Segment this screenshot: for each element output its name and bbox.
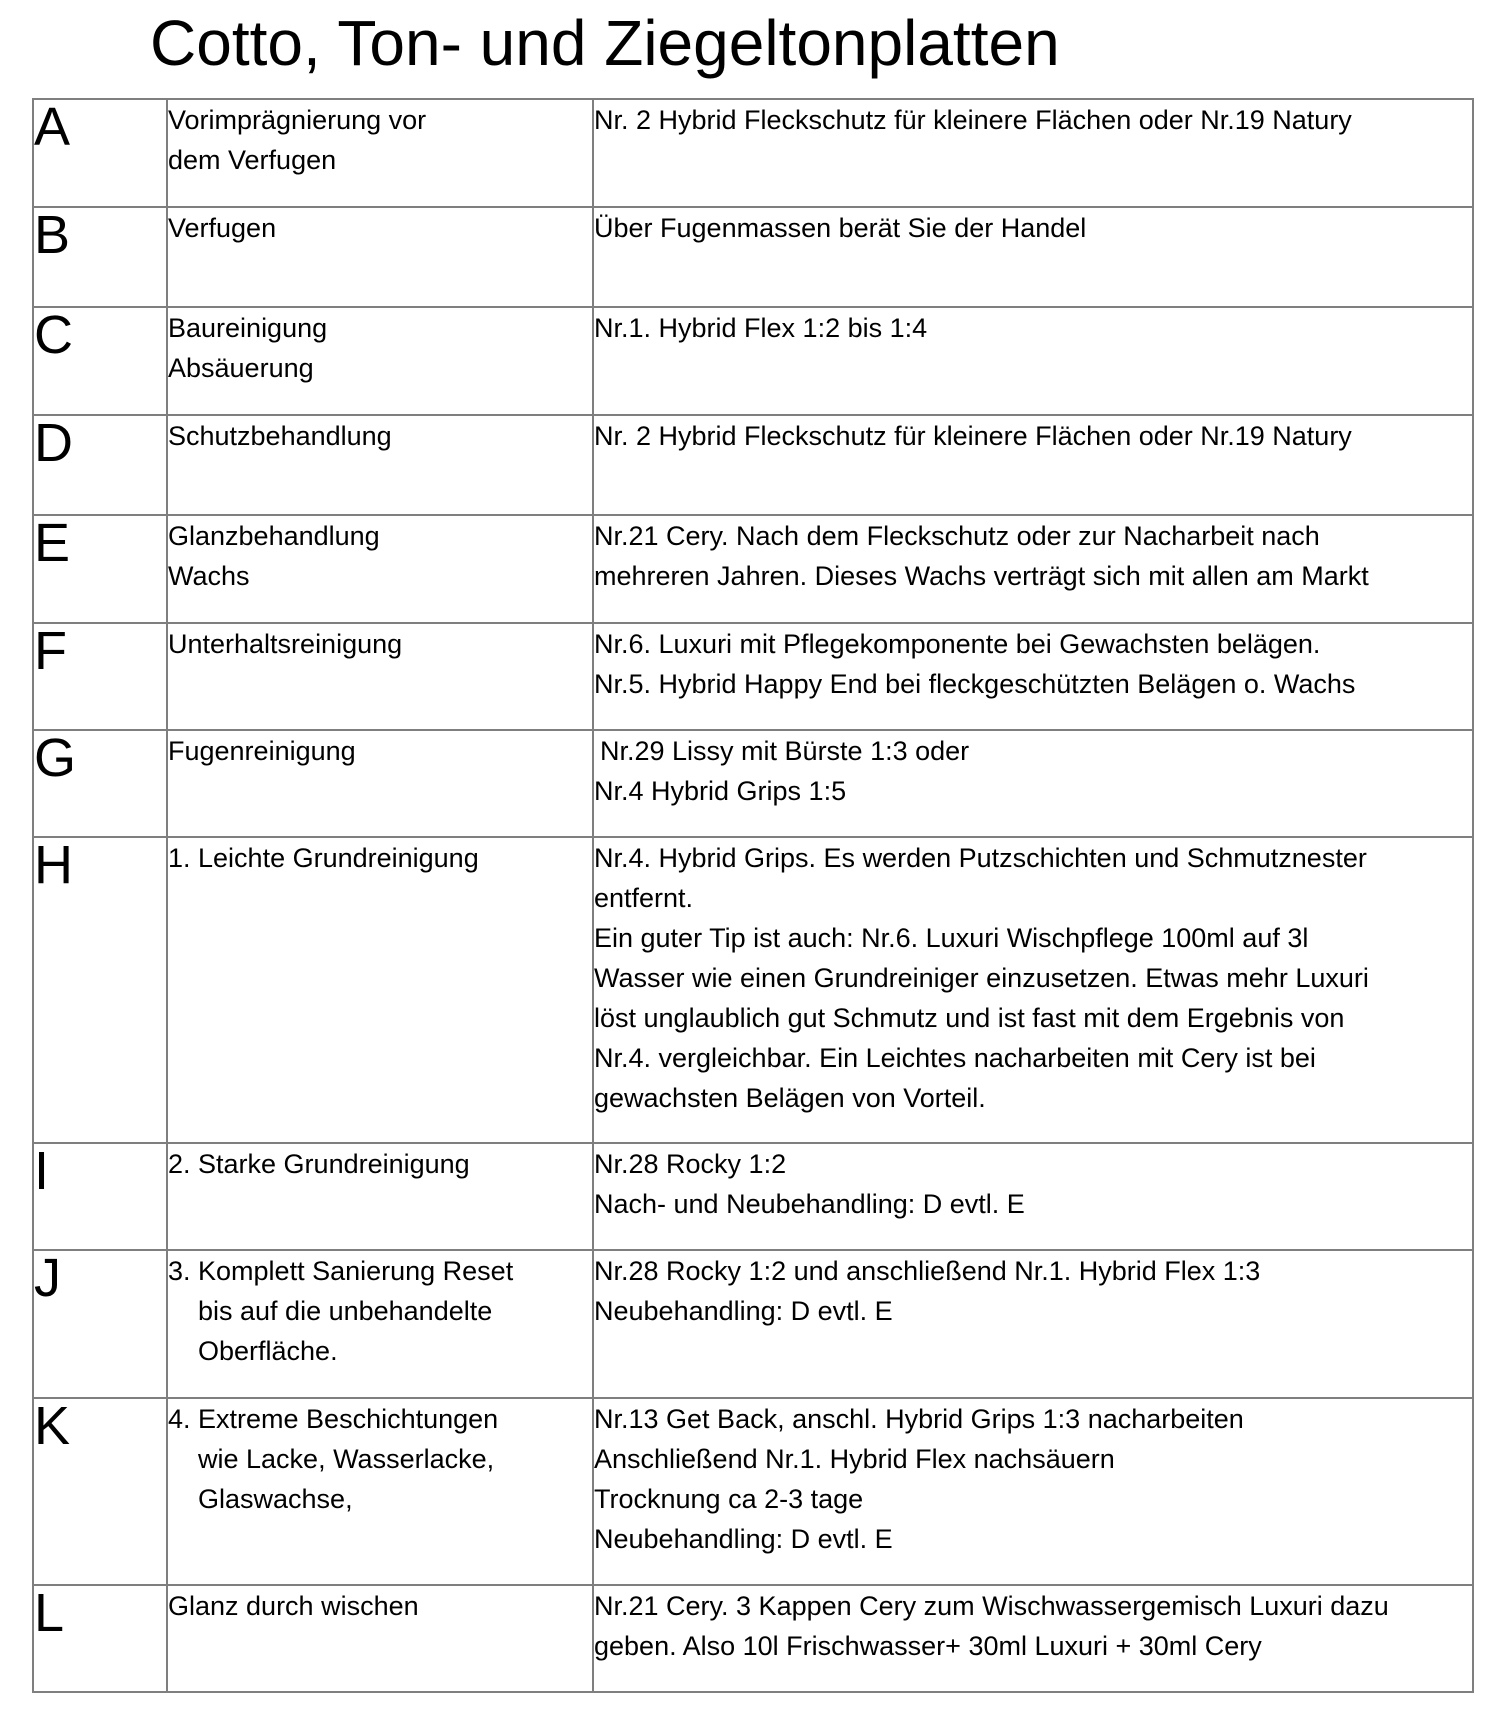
- row-task: [167, 1398, 593, 1585]
- row-product: [593, 1250, 1473, 1398]
- table-row-j: [33, 1250, 1473, 1398]
- task-line: Baureinigung: [168, 313, 328, 343]
- row-product: [593, 1398, 1473, 1585]
- row-task: [167, 515, 593, 623]
- product-line: entfernt.: [594, 883, 694, 913]
- product-line: Nr.29 Lissy mit Bürste 1:3 oder: [600, 736, 970, 766]
- row-task: [167, 415, 593, 515]
- row-task: [167, 1143, 593, 1250]
- task-line: Vorimprägnierung vor: [168, 105, 427, 135]
- row-task: [167, 307, 593, 415]
- product-line: Nr.4 Hybrid Grips 1:5: [594, 776, 847, 806]
- row-letter: B: [33, 207, 167, 307]
- row-task: [167, 207, 593, 307]
- table-row-h: [33, 837, 1473, 1143]
- row-task: [167, 1585, 593, 1692]
- product-line: Nr. 2 Hybrid Fleckschutz für kleinere Flächen oder Nr.19 Natury: [594, 105, 1352, 135]
- row-letter: L: [33, 1585, 167, 1692]
- row-letter: G: [33, 730, 167, 837]
- page-title: Cotto, Ton- und Ziegeltonplatten: [150, 7, 1060, 79]
- table-row-g: [33, 730, 1473, 837]
- row-task: [167, 623, 593, 730]
- product-line: Nr.4. vergleichbar. Ein Leichtes nacharbeiten mit Cery ist bei: [594, 1043, 1316, 1073]
- product-line: Nr. 2 Hybrid Fleckschutz für kleinere Flächen oder Nr.19 Natury: [594, 421, 1352, 451]
- row-task: [167, 99, 593, 207]
- task-line: Verfugen: [168, 213, 277, 243]
- product-line: Nr.5. Hybrid Happy End bei fleckgeschützten Belägen o. Wachs: [594, 669, 1356, 699]
- product-line: Nr.21 Cery. Nach dem Fleckschutz oder zur Nacharbeit nach: [594, 521, 1320, 551]
- product-line: Neubehandling: D evtl. E: [594, 1296, 893, 1326]
- task-line: Wachs: [168, 561, 250, 591]
- table-row-k: [33, 1398, 1473, 1585]
- row-letter: C: [33, 307, 167, 415]
- table-row-b: [33, 207, 1473, 307]
- row-product: [593, 623, 1473, 730]
- row-letter: F: [33, 623, 167, 730]
- table-row-a: [33, 99, 1473, 207]
- table-row-e: [33, 515, 1473, 623]
- task-line: dem Verfugen: [168, 145, 337, 175]
- row-product: [593, 837, 1473, 1143]
- product-line: Trocknung ca 2-3 tage: [594, 1484, 864, 1514]
- task-line: Unterhaltsreinigung: [168, 629, 403, 659]
- task-line: Glaswachse,: [198, 1484, 353, 1514]
- product-line: Nr.28 Rocky 1:2: [594, 1149, 787, 1179]
- row-letter: H: [33, 837, 167, 1143]
- row-product: [593, 415, 1473, 515]
- row-product: [593, 207, 1473, 307]
- product-line: Anschließend Nr.1. Hybrid Flex nachsäuern: [594, 1444, 1115, 1474]
- task-line: 4. Extreme Beschichtungen: [168, 1404, 499, 1434]
- table-row-c: [33, 307, 1473, 415]
- task-line: Glanzbehandlung: [168, 521, 380, 551]
- row-product: [593, 1143, 1473, 1250]
- row-product: [593, 307, 1473, 415]
- task-line: 2. Starke Grundreinigung: [168, 1149, 470, 1179]
- product-line: Nr.13 Get Back, anschl. Hybrid Grips 1:3 nacharbeiten: [594, 1404, 1244, 1434]
- product-line: Nr.4. Hybrid Grips. Es werden Putzschichten und Schmutznester: [594, 843, 1367, 873]
- product-line: Wasser wie einen Grundreiniger einzusetzen. Etwas mehr Luxuri: [594, 963, 1369, 993]
- product-line: geben. Also 10l Frischwasser+ 30ml Luxuri + 30ml Cery: [594, 1631, 1262, 1661]
- product-line: mehreren Jahren. Dieses Wachs verträgt sich mit allen am Markt: [594, 561, 1369, 591]
- product-line: Nr.6. Luxuri mit Pflegekomponente bei Gewachsten belägen.: [594, 629, 1321, 659]
- row-task: [167, 730, 593, 837]
- task-line: 3. Komplett Sanierung Reset: [168, 1256, 514, 1286]
- row-task: [167, 1250, 593, 1398]
- row-letter: D: [33, 415, 167, 515]
- row-letter: E: [33, 515, 167, 623]
- row-letter: A: [33, 99, 167, 207]
- product-line: Nr.1. Hybrid Flex 1:2 bis 1:4: [594, 313, 928, 343]
- table-row-l: [33, 1585, 1473, 1692]
- product-line: löst unglaublich gut Schmutz und ist fast mit dem Ergebnis von: [594, 1003, 1345, 1033]
- row-letter: K: [33, 1398, 167, 1585]
- product-line: Neubehandling: D evtl. E: [594, 1524, 893, 1554]
- table-row-f: [33, 623, 1473, 730]
- row-product: [593, 99, 1473, 207]
- task-line: Fugenreinigung: [168, 736, 356, 766]
- product-line: Nr.28 Rocky 1:2 und anschließend Nr.1. Hybrid Flex 1:3: [594, 1256, 1261, 1286]
- product-line: Nr.21 Cery. 3 Kappen Cery zum Wischwassergemisch Luxuri dazu: [594, 1591, 1389, 1621]
- product-line: Nach- und Neubehandling: D evtl. E: [594, 1189, 1025, 1219]
- product-line: gewachsten Belägen von Vorteil.: [594, 1083, 986, 1113]
- table-row-d: [33, 415, 1473, 515]
- task-line: Oberfläche.: [198, 1336, 338, 1366]
- row-product: [593, 1585, 1473, 1692]
- task-line: wie Lacke, Wasserlacke,: [198, 1444, 495, 1474]
- task-line: Schutzbehandlung: [168, 421, 392, 451]
- product-line: Ein guter Tip ist auch: Nr.6. Luxuri Wischpflege 100ml auf 3l: [594, 923, 1309, 953]
- row-letter: I: [33, 1143, 167, 1250]
- row-task: [167, 837, 593, 1143]
- treatment-table: [32, 98, 1474, 1693]
- row-product: [593, 515, 1473, 623]
- row-letter: J: [33, 1250, 167, 1398]
- product-line: Über Fugenmassen berät Sie der Handel: [594, 213, 1087, 243]
- row-product: [593, 730, 1473, 837]
- task-line: Glanz durch wischen: [168, 1591, 419, 1621]
- table-row-i: [33, 1143, 1473, 1250]
- task-line: Absäuerung: [168, 353, 314, 383]
- task-line: 1. Leichte Grundreinigung: [168, 843, 479, 873]
- task-line: bis auf die unbehandelte: [198, 1296, 493, 1326]
